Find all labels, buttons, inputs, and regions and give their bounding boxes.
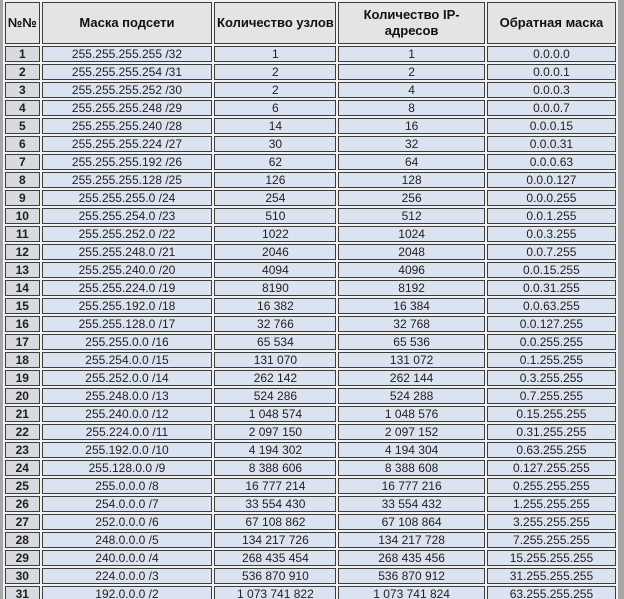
row-number-cell: 7: [5, 154, 40, 170]
header-row-number: №№: [5, 2, 40, 44]
inverse-mask-cell: 7.255.255.255: [487, 532, 616, 548]
row-number-cell: 30: [5, 568, 40, 584]
header-host-count: Количество узлов: [214, 2, 336, 44]
row-number-cell: 25: [5, 478, 40, 494]
subnet-mask-cell: 255.248.0.0 /13: [42, 388, 213, 404]
host-count-cell: 1022: [214, 226, 336, 242]
subnet-mask-cell: 255.255.255.255 /32: [42, 46, 213, 62]
row-number-cell: 18: [5, 352, 40, 368]
subnet-mask-cell: 224.0.0.0 /3: [42, 568, 213, 584]
row-number-cell: 6: [5, 136, 40, 152]
host-count-cell: 2: [214, 64, 336, 80]
row-number-cell: 21: [5, 406, 40, 422]
row-number-cell: 16: [5, 316, 40, 332]
host-count-cell: 126: [214, 172, 336, 188]
host-count-cell: 254: [214, 190, 336, 206]
subnet-mask-cell: 255.252.0.0 /14: [42, 370, 213, 386]
host-count-cell: 4094: [214, 262, 336, 278]
ip-count-cell: 16 777 216: [338, 478, 484, 494]
host-count-cell: 510: [214, 208, 336, 224]
inverse-mask-cell: 0.1.255.255: [487, 352, 616, 368]
subnet-mask-cell: 240.0.0.0 /4: [42, 550, 213, 566]
inverse-mask-cell: 0.0.15.255: [487, 262, 616, 278]
table-row: [5, 586, 616, 599]
row-number-cell: 5: [5, 118, 40, 134]
ip-count-cell: 536 870 912: [338, 568, 484, 584]
inverse-mask-cell: 0.0.0.7: [487, 100, 616, 116]
subnet-mask-cell: 255.255.252.0 /22: [42, 226, 213, 242]
host-count-cell: 131 070: [214, 352, 336, 368]
table-row: [5, 568, 616, 584]
inverse-mask-cell: 0.0.255.255: [487, 334, 616, 350]
table-row: [5, 244, 616, 260]
row-number-cell: 26: [5, 496, 40, 512]
inverse-mask-cell: 0.255.255.255: [487, 478, 616, 494]
inverse-mask-cell: 31.255.255.255: [487, 568, 616, 584]
ip-count-cell: 524 288: [338, 388, 484, 404]
host-count-cell: 8190: [214, 280, 336, 296]
row-number-cell: 15: [5, 298, 40, 314]
inverse-mask-cell: 0.0.0.0: [487, 46, 616, 62]
subnet-mask-table-container: [3, 0, 618, 599]
inverse-mask-cell: 0.0.0.127: [487, 172, 616, 188]
subnet-mask-cell: 255.255.255.0 /24: [42, 190, 213, 206]
inverse-mask-cell: 1.255.255.255: [487, 496, 616, 512]
row-number-cell: 8: [5, 172, 40, 188]
subnet-mask-cell: 254.0.0.0 /7: [42, 496, 213, 512]
subnet-mask-cell: 255.0.0.0 /8: [42, 478, 213, 494]
row-number-cell: 2: [5, 64, 40, 80]
ip-count-cell: 134 217 728: [338, 532, 484, 548]
inverse-mask-cell: 0.0.0.63: [487, 154, 616, 170]
subnet-mask-cell: 255.255.254.0 /23: [42, 208, 213, 224]
subnet-mask-cell: 255.255.255.252 /30: [42, 82, 213, 98]
inverse-mask-cell: 0.63.255.255: [487, 442, 616, 458]
table-row: [5, 208, 616, 224]
table-row: [5, 100, 616, 116]
host-count-cell: 33 554 430: [214, 496, 336, 512]
row-number-cell: 11: [5, 226, 40, 242]
host-count-cell: 1 048 574: [214, 406, 336, 422]
ip-count-cell: 256: [338, 190, 484, 206]
table-row: [5, 478, 616, 494]
table-row: [5, 514, 616, 530]
table-row: [5, 136, 616, 152]
host-count-cell: 62: [214, 154, 336, 170]
row-number-cell: 23: [5, 442, 40, 458]
subnet-mask-cell: 255.255.255.240 /28: [42, 118, 213, 134]
host-count-cell: 1 073 741 822: [214, 586, 336, 599]
inverse-mask-cell: 3.255.255.255: [487, 514, 616, 530]
table-row: [5, 172, 616, 188]
ip-count-cell: 262 144: [338, 370, 484, 386]
host-count-cell: 30: [214, 136, 336, 152]
ip-count-cell: 4 194 304: [338, 442, 484, 458]
table-row: [5, 370, 616, 386]
subnet-mask-cell: 255.254.0.0 /15: [42, 352, 213, 368]
inverse-mask-cell: 0.15.255.255: [487, 406, 616, 422]
table-row: [5, 388, 616, 404]
subnet-mask-cell: 255.255.248.0 /21: [42, 244, 213, 260]
table-row: [5, 154, 616, 170]
row-number-cell: 27: [5, 514, 40, 530]
host-count-cell: 262 142: [214, 370, 336, 386]
subnet-mask-cell: 255.240.0.0 /12: [42, 406, 213, 422]
host-count-cell: 524 286: [214, 388, 336, 404]
inverse-mask-cell: 0.0.63.255: [487, 298, 616, 314]
table-row: [5, 442, 616, 458]
row-number-cell: 1: [5, 46, 40, 62]
row-number-cell: 19: [5, 370, 40, 386]
host-count-cell: 2: [214, 82, 336, 98]
host-count-cell: 16 777 214: [214, 478, 336, 494]
subnet-mask-cell: 255.255.255.224 /27: [42, 136, 213, 152]
ip-count-cell: 8: [338, 100, 484, 116]
table-row: [5, 334, 616, 350]
header-subnet-mask: Маска подсети: [42, 2, 213, 44]
ip-count-cell: 2048: [338, 244, 484, 260]
ip-count-cell: 16 384: [338, 298, 484, 314]
ip-count-cell: 1 073 741 824: [338, 586, 484, 599]
row-number-cell: 14: [5, 280, 40, 296]
ip-count-cell: 33 554 432: [338, 496, 484, 512]
table-row: [5, 46, 616, 62]
row-number-cell: 17: [5, 334, 40, 350]
table-row: [5, 532, 616, 548]
header-ip-count: Количество IP-адресов: [338, 2, 484, 44]
row-number-cell: 4: [5, 100, 40, 116]
row-number-cell: 20: [5, 388, 40, 404]
subnet-mask-cell: 248.0.0.0 /5: [42, 532, 213, 548]
table-row: [5, 496, 616, 512]
row-number-cell: 3: [5, 82, 40, 98]
row-number-cell: 13: [5, 262, 40, 278]
inverse-mask-cell: 0.0.0.255: [487, 190, 616, 206]
header-row: [5, 2, 616, 44]
subnet-mask-cell: 255.128.0.0 /9: [42, 460, 213, 476]
inverse-mask-cell: 0.0.0.3: [487, 82, 616, 98]
row-number-cell: 29: [5, 550, 40, 566]
ip-count-cell: 1: [338, 46, 484, 62]
ip-count-cell: 4: [338, 82, 484, 98]
subnet-mask-table: [3, 0, 618, 599]
host-count-cell: 14: [214, 118, 336, 134]
host-count-cell: 268 435 454: [214, 550, 336, 566]
host-count-cell: 2046: [214, 244, 336, 260]
inverse-mask-cell: 0.3.255.255: [487, 370, 616, 386]
table-row: [5, 82, 616, 98]
table-row: [5, 424, 616, 440]
subnet-mask-cell: 192.0.0.0 /2: [42, 586, 213, 599]
table-row: [5, 316, 616, 332]
subnet-mask-cell: 255.224.0.0 /11: [42, 424, 213, 440]
table-row: [5, 190, 616, 206]
table-row: [5, 352, 616, 368]
ip-count-cell: 1 048 576: [338, 406, 484, 422]
subnet-mask-cell: 255.192.0.0 /10: [42, 442, 213, 458]
subnet-mask-cell: 255.255.192.0 /18: [42, 298, 213, 314]
subnet-mask-cell: 255.255.255.128 /25: [42, 172, 213, 188]
subnet-mask-cell: 255.255.0.0 /16: [42, 334, 213, 350]
subnet-mask-cell: 255.255.255.254 /31: [42, 64, 213, 80]
inverse-mask-cell: 0.127.255.255: [487, 460, 616, 476]
row-number-cell: 10: [5, 208, 40, 224]
inverse-mask-cell: 0.0.3.255: [487, 226, 616, 242]
inverse-mask-cell: 0.0.7.255: [487, 244, 616, 260]
host-count-cell: 67 108 862: [214, 514, 336, 530]
row-number-cell: 28: [5, 532, 40, 548]
host-count-cell: 2 097 150: [214, 424, 336, 440]
host-count-cell: 65 534: [214, 334, 336, 350]
ip-count-cell: 131 072: [338, 352, 484, 368]
host-count-cell: 16 382: [214, 298, 336, 314]
table-row: [5, 262, 616, 278]
host-count-cell: 536 870 910: [214, 568, 336, 584]
inverse-mask-cell: 15.255.255.255: [487, 550, 616, 566]
header-inverse-mask: Обратная маска: [487, 2, 616, 44]
host-count-cell: 6: [214, 100, 336, 116]
table-row: [5, 226, 616, 242]
inverse-mask-cell: 0.0.0.31: [487, 136, 616, 152]
ip-count-cell: 67 108 864: [338, 514, 484, 530]
host-count-cell: 4 194 302: [214, 442, 336, 458]
table-row: [5, 550, 616, 566]
ip-count-cell: 128: [338, 172, 484, 188]
inverse-mask-cell: 0.7.255.255: [487, 388, 616, 404]
subnet-mask-cell: 255.255.128.0 /17: [42, 316, 213, 332]
row-number-cell: 31: [5, 586, 40, 599]
ip-count-cell: 268 435 456: [338, 550, 484, 566]
table-row: [5, 280, 616, 296]
inverse-mask-cell: 63.255.255.255: [487, 586, 616, 599]
table-row: [5, 298, 616, 314]
row-number-cell: 12: [5, 244, 40, 260]
ip-count-cell: 1024: [338, 226, 484, 242]
ip-count-cell: 65 536: [338, 334, 484, 350]
ip-count-cell: 4096: [338, 262, 484, 278]
ip-count-cell: 16: [338, 118, 484, 134]
row-number-cell: 9: [5, 190, 40, 206]
row-number-cell: 24: [5, 460, 40, 476]
table-row: [5, 118, 616, 134]
inverse-mask-cell: 0.0.31.255: [487, 280, 616, 296]
inverse-mask-cell: 0.0.127.255: [487, 316, 616, 332]
ip-count-cell: 2 097 152: [338, 424, 484, 440]
ip-count-cell: 64: [338, 154, 484, 170]
subnet-mask-cell: 255.255.255.248 /29: [42, 100, 213, 116]
host-count-cell: 1: [214, 46, 336, 62]
inverse-mask-cell: 0.0.0.1: [487, 64, 616, 80]
subnet-mask-cell: 255.255.240.0 /20: [42, 262, 213, 278]
inverse-mask-cell: 0.0.0.15: [487, 118, 616, 134]
table-body: [5, 46, 616, 599]
host-count-cell: 32 766: [214, 316, 336, 332]
subnet-mask-cell: 255.255.224.0 /19: [42, 280, 213, 296]
table-header: [5, 2, 616, 44]
subnet-mask-cell: 252.0.0.0 /6: [42, 514, 213, 530]
inverse-mask-cell: 0.31.255.255: [487, 424, 616, 440]
subnet-mask-cell: 255.255.255.192 /26: [42, 154, 213, 170]
row-number-cell: 22: [5, 424, 40, 440]
ip-count-cell: 8192: [338, 280, 484, 296]
host-count-cell: 134 217 726: [214, 532, 336, 548]
host-count-cell: 8 388 606: [214, 460, 336, 476]
ip-count-cell: 8 388 608: [338, 460, 484, 476]
ip-count-cell: 2: [338, 64, 484, 80]
ip-count-cell: 32: [338, 136, 484, 152]
table-row: [5, 460, 616, 476]
ip-count-cell: 32 768: [338, 316, 484, 332]
table-row: [5, 64, 616, 80]
table-row: [5, 406, 616, 422]
ip-count-cell: 512: [338, 208, 484, 224]
inverse-mask-cell: 0.0.1.255: [487, 208, 616, 224]
